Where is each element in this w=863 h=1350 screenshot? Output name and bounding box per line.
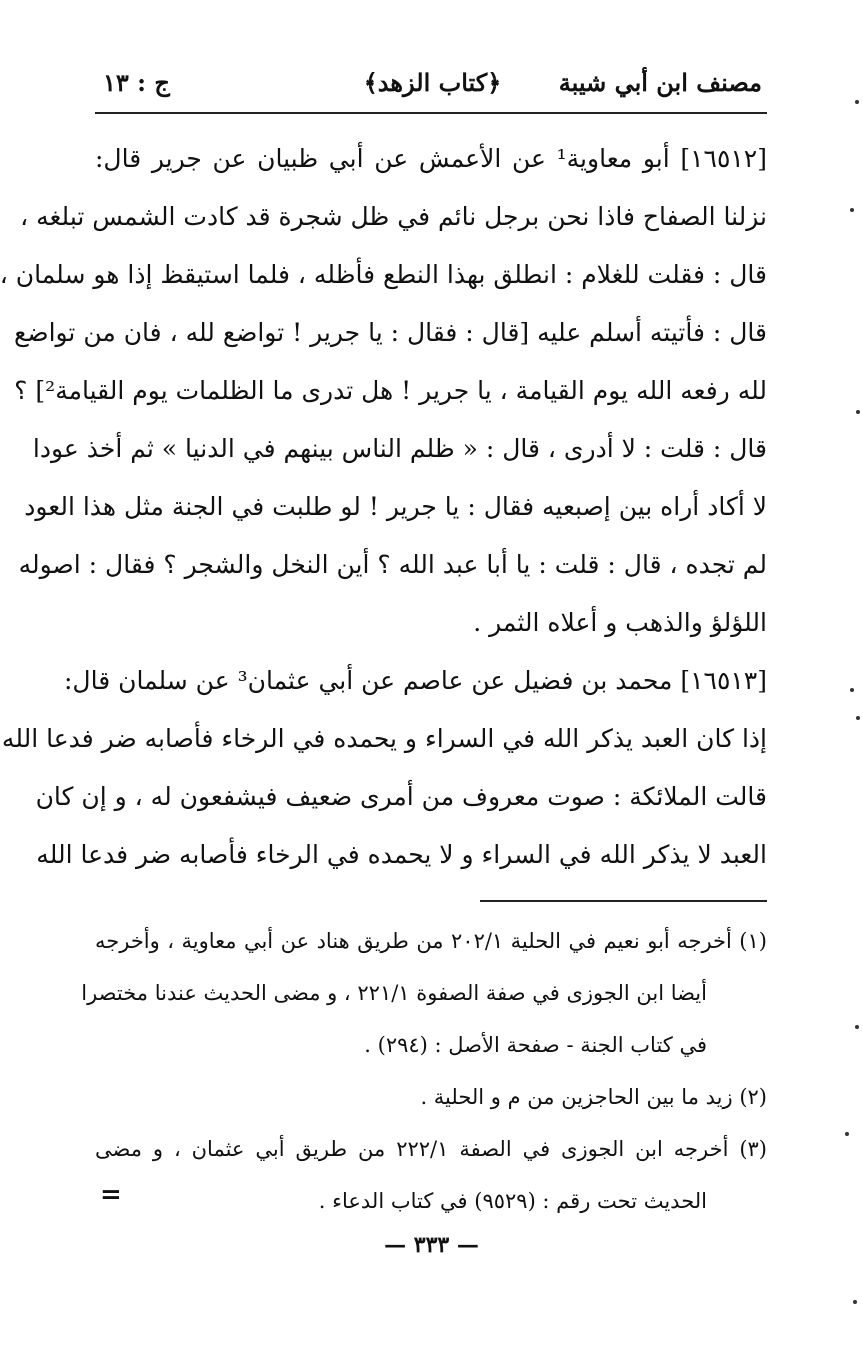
scan-speck [856, 410, 860, 414]
text-line: لله رفعه الله يوم القيامة ، يا جرير ! هل تدرى ما الظلمات يوم القيامة²] ؟ [14, 376, 767, 405]
footnote-line: (٣) أخرجه ابن الجوزى في الصفة ٢٢٢/١ من طريق أبي عثمان ، و مضى [95, 1137, 767, 1161]
page-header [95, 60, 770, 110]
text-line: قالت الملائكة : صوت معروف من أمرى ضعيف فيشفعون له ، و إن كان [35, 782, 767, 811]
book-title: مصنف ابن أبي شيبة [558, 68, 762, 97]
header-divider [95, 112, 767, 114]
main-text [0, 130, 767, 884]
text-line: [١٦٥١٢] أبو معاوية¹ عن الأعمش عن أبي ظبيان عن جرير قال: [95, 144, 767, 173]
scan-speck [845, 1132, 849, 1136]
footnote-line: في كتاب الجنة - صفحة الأصل : (٢٩٤) . [364, 1033, 707, 1057]
footnote-line: (٢) زيد ما بين الحاجزين من م و الحلية . [420, 1085, 767, 1109]
footnote-divider [480, 900, 767, 902]
scan-speck [855, 1025, 859, 1029]
text-line: العبد لا يذكر الله في السراء و لا يحمده في الرخاء فأصابه ضر فدعا الله [36, 840, 767, 869]
text-line: نزلنا الصفاح فاذا نحن برجل نائم في ظل شجرة قد كادت الشمس تبلغه ، [20, 202, 767, 231]
text-line: إذا كان العبد يذكر الله في السراء و يحمده في الرخاء فأصابه ضر فدعا الله [1, 724, 767, 753]
scan-speck [856, 716, 860, 720]
footnote-line: الحديث تحت رقم : (٩٥٢٩) في كتاب الدعاء . [318, 1189, 707, 1213]
volume-label: ج : ١٣ [103, 68, 170, 97]
text-line: اللؤلؤ والذهب و أعلاه الثمر . [473, 608, 767, 637]
text-line: لم تجده ، قال : قلت : يا أبا عبد الله ؟ أين النخل والشجر ؟ فقال : اصوله [18, 550, 767, 579]
footnotes [81, 915, 767, 1227]
footnote-line: (١) أخرجه أبو نعيم في الحلية ٢٠٢/١ من طريق هناد عن أبي معاوية ، وأخرجه [95, 929, 767, 953]
scan-speck [855, 100, 859, 104]
text-line: لا أكاد أراه بين إصبعيه فقال : يا جرير ! لو طلبت في الجنة مثل هذا العود [24, 492, 767, 521]
text-line: قال : قلت : لا أدرى ، قال : « ظلم الناس بينهم في الدنيا » ثم أخذ عودا [32, 434, 767, 463]
chapter-title: ﴿كتاب الزهد﴾ [363, 68, 502, 97]
page-number: — ٣٣٣ — [384, 1232, 479, 1258]
text-line: [١٦٥١٣] محمد بن فضيل عن عاصم عن أبي عثمان³ عن سلمان قال: [63, 666, 767, 695]
footnote-line: أيضا ابن الجوزى في صفة الصفوة ٢٢١/١ ، و مضى الحديث عندنا مختصرا [81, 981, 707, 1005]
continuation-mark: = [100, 1180, 122, 1210]
text-line: قال : فقلت للغلام : انطلق بهذا النطع فأظله ، فلما استيقظ إذا هو سلمان ، [0, 260, 767, 289]
scan-speck [853, 1300, 857, 1304]
scan-speck [850, 208, 854, 212]
scan-speck [850, 688, 854, 692]
text-line: قال : فأتيته أسلم عليه [قال : فقال : يا جرير ! تواضع لله ، فان من تواضع [14, 318, 767, 347]
